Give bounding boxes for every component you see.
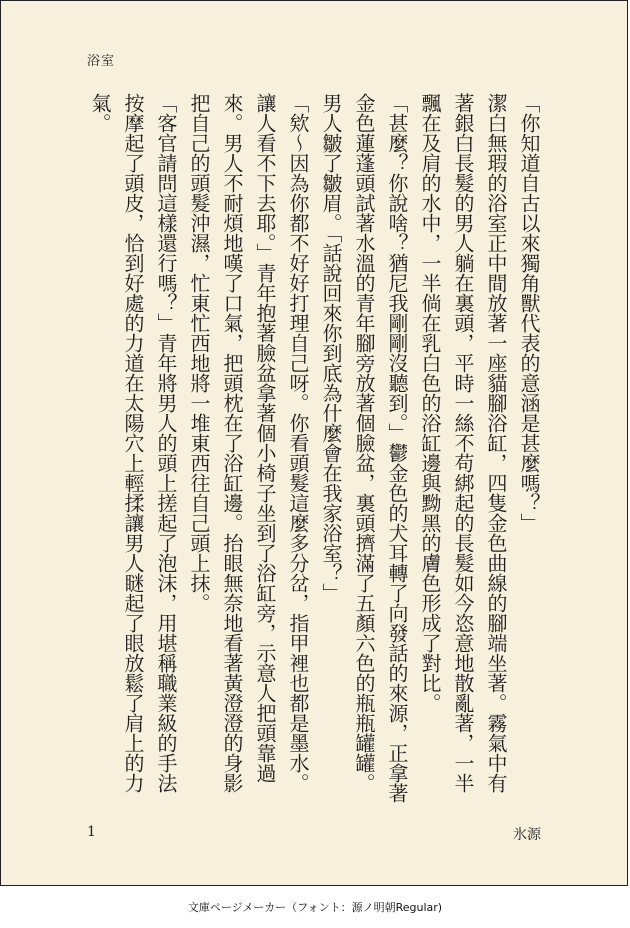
paragraph: 潔白無瑕的浴室正中間放著一座貓腳浴缸，四隻金色曲線的腳端坐著。霧氣中有著銀白長髮的男人躺在裏頭，平時一絲不苟綁起的長髮如今恣意地散亂著，一半飄在及肩的水中，一半倘在乳白色的浴缸邊與黝黑的膚色形成了對比。 — [418, 93, 508, 793]
footer-credit: 文庫ページメーカー（フォント：源ノ明朝Regular) — [187, 901, 443, 914]
body-text — [83, 93, 545, 809]
paragraph: 「客官請問這樣還行嗎？」青年將男人的頭上搓起了泡沫，用堪稱職業級的手法按摩起了頭皮，恰到好處的力道在太陽穴上輕揉讓男人瞇起了眼放鬆了肩上的力氣。 — [88, 93, 178, 793]
paragraph: 「甚麼？你說啥？猶尼我剛剛沒聽到。」鬱金色的犬耳轉了向發話的來源，正拿著金色蓮蓬頭試著水溫的青年腳旁放著個臉盆，裏頭擠滿了五顏六色的瓶瓶罐罐。男人皺了皺眉。「話說回來你到底為什麼會在我家浴室？」 — [319, 93, 409, 803]
author-name: 氷源 — [513, 827, 541, 843]
paragraph: 「欸～因為你都不好好打理自己呀。你看頭髮這麼多分岔，指甲裡也都是墨水。讓人看不下去耶。」青年抱著臉盆拿著個小椅子坐到了浴缸旁，示意人把頭靠過來。男人不耐煩地嘆了口氣，把頭枕在了浴缸邊。抬眼無奈地看著黃澄澄的身影把自己的頭髮沖濕，忙東忙西地將一堆東西往自己頭上抹。 — [187, 93, 310, 793]
chapter-title: 浴室 — [87, 54, 116, 69]
page-number: 1 — [87, 824, 96, 840]
paragraph: 「你知道自古以來獨角獸代表的意涵是甚麼嗎？」 — [517, 93, 541, 533]
